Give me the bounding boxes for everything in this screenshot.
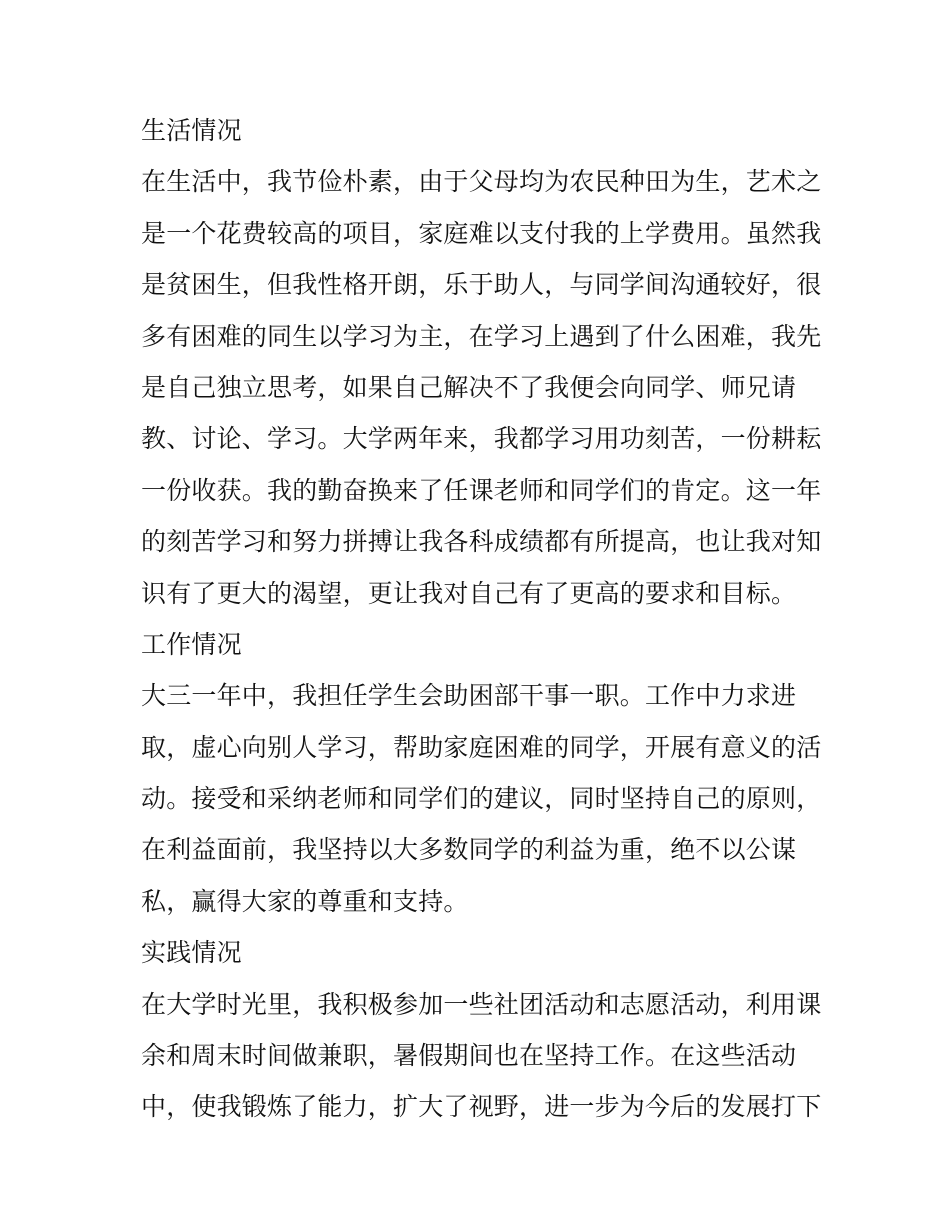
paragraph-line: 教、讨论、学习。大学两年来，我都学习用功刻苦，一份耕耘: [141, 424, 821, 454]
paragraph-line: 的刻苦学习和努力拼搏让我各科成绩都有所提高，也让我对知: [141, 527, 821, 557]
paragraph-line: 一份收获。我的勤奋换来了任课老师和同学们的肯定。这一年: [141, 475, 821, 505]
paragraph-line: 动。接受和采纳老师和同学们的建议，同时坚持自己的原则，: [141, 784, 821, 814]
paragraph-line: 余和周末时间做兼职，暑假期间也在坚持工作。在这些活动: [141, 1041, 797, 1071]
paragraph-line: 识有了更大的渴望，更让我对自己有了更高的要求和目标。: [141, 578, 797, 608]
paragraph-line: 私，赢得大家的尊重和支持。: [141, 886, 469, 916]
section-heading-work: 工作情况: [141, 629, 242, 659]
paragraph-line: 大三一年中，我担任学生会助困部干事一职。工作中力求进: [141, 681, 797, 711]
paragraph-line: 取，虚心向别人学习，帮助家庭困难的同学，开展有意义的活: [141, 732, 821, 762]
document-body: [141, 105, 821, 1133]
paragraph-line: 在利益面前，我坚持以大多数同学的利益为重，绝不以公谋: [141, 835, 797, 865]
section-heading-life: 生活情况: [141, 116, 242, 145]
paragraph-line: 在生活中，我节俭朴素，由于父母均为农民种田为生，艺术之: [141, 167, 821, 197]
paragraph-line: 是一个花费较高的项目，家庭难以支付我的上学费用。虽然我: [141, 218, 821, 248]
paragraph-line: 多有困难的同生以学习为主，在学习上遇到了什么困难，我先: [141, 321, 821, 351]
section-heading-practice: 实践情况: [141, 938, 242, 968]
paragraph-line: 是贫困生，但我性格开朗，乐于助人，与同学间沟通较好，很: [141, 270, 821, 300]
paragraph-line: 在大学时光里，我积极参加一些社团活动和志愿活动，利用课: [141, 989, 821, 1019]
paragraph-line: 中，使我锻炼了能力，扩大了视野，进一步为今后的发展打下: [141, 1092, 821, 1122]
paragraph-line: 是自己独立思考，如果自己解决不了我便会向同学、师兄请: [141, 372, 797, 402]
